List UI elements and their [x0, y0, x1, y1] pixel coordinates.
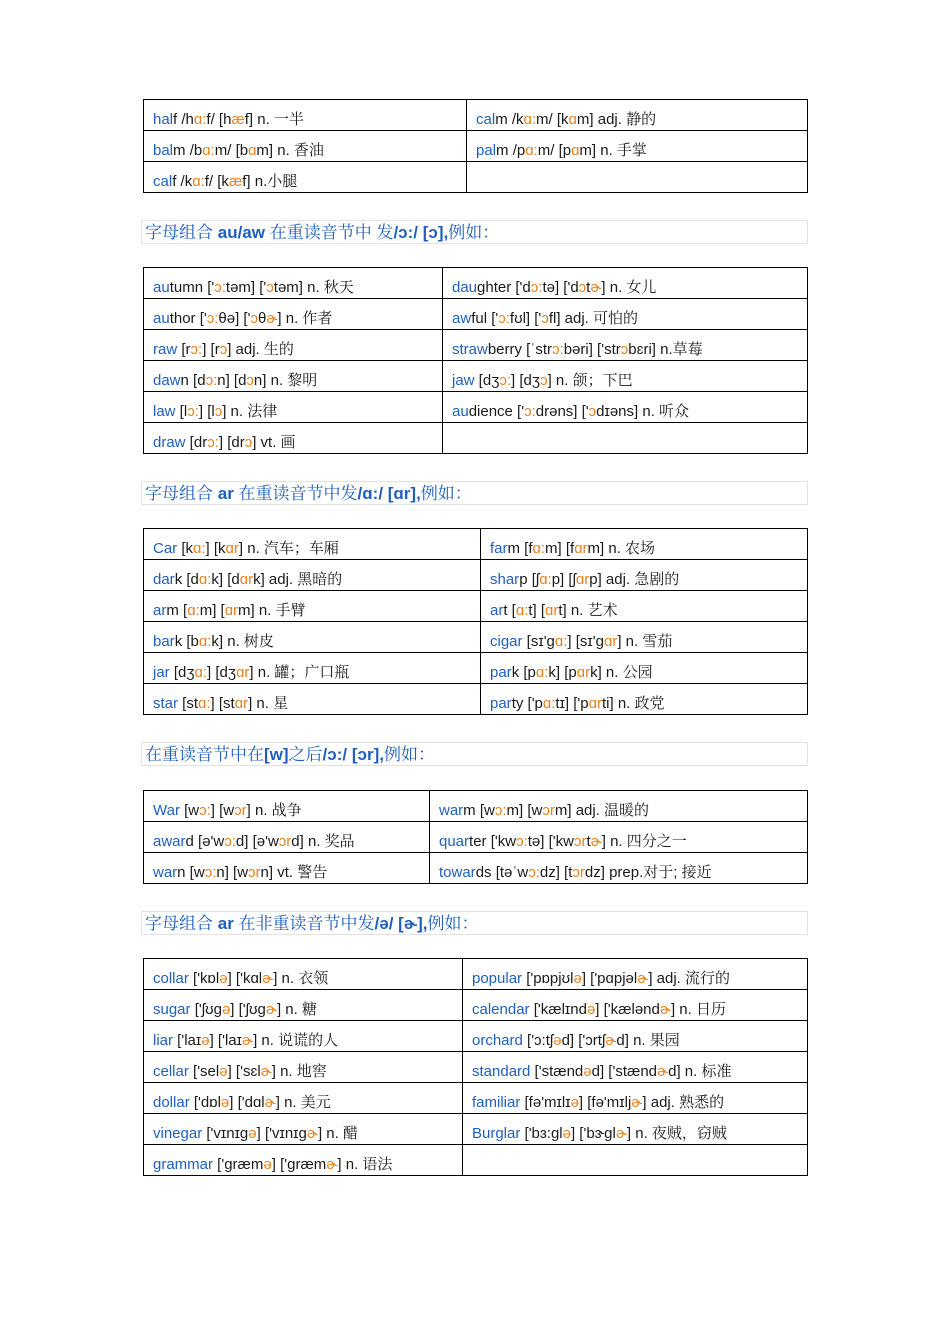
word-entry: star [stɑ:] [stɑr] n. 星 — [144, 684, 481, 715]
table-row — [144, 1114, 808, 1145]
word-entry: cigar [sɪ'gɑ:] [sɪ'gɑr] n. 雪茄 — [481, 622, 808, 653]
word-entry: party ['pɑ:tɪ] ['pɑrti] n. 政党 — [481, 684, 808, 715]
word-entry: grammar ['græmə] ['græmɚ] n. 语法 — [144, 1145, 463, 1176]
empty-cell — [463, 1145, 808, 1176]
word-entry: familiar [fə'mɪlɪə] [fə'mɪljɚ] adj. 熟悉的 — [463, 1083, 808, 1114]
table-row — [144, 392, 808, 423]
word-entry: jar [dʒɑ:] [dʒɑr] n. 罐；广口瓶 — [144, 653, 481, 684]
table-row — [144, 853, 808, 884]
word-entry: cellar ['selə] ['sɛlɚ] n. 地窖 — [144, 1052, 463, 1083]
word-entry: half /hɑ:f/ [hæf] n. 一半 — [144, 100, 467, 131]
word-entry: sharp [ʃɑ:p] [ʃɑrp] adj. 急剧的 — [481, 560, 808, 591]
word-entry: autumn ['ɔ:təm] ['ɔtəm] n. 秋天 — [144, 268, 443, 299]
word-entry: dollar ['dɒlə] ['dɑlɚ] n. 美元 — [144, 1083, 463, 1114]
word-entry: Car [kɑ:] [kɑr] n. 汽车；车厢 — [144, 529, 481, 560]
word-entry: calf /kɑ:f/ [kæf] n.小腿 — [144, 162, 467, 193]
word-entry: daughter ['dɔ:tə] ['dɔtɚ] n. 女儿 — [443, 268, 808, 299]
table-row — [144, 822, 808, 853]
vocabulary-table — [143, 99, 808, 193]
vocabulary-table — [143, 528, 808, 715]
table-row — [144, 1145, 808, 1176]
word-entry: standard ['stændəd] ['stændɚd] n. 标准 — [463, 1052, 808, 1083]
word-entry: vinegar ['vɪnɪgə] ['vɪnɪgɚ] n. 醋 — [144, 1114, 463, 1145]
word-entry: collar ['kɒlə] ['kɑlɚ] n. 衣领 — [144, 959, 463, 990]
table-row — [144, 684, 808, 715]
table-row — [144, 100, 808, 131]
word-entry: author ['ɔ:θə] ['ɔθɚ] n. 作者 — [144, 299, 443, 330]
vocabulary-table — [143, 958, 808, 1176]
word-entry: award [ə'wɔ:d] [ə'wɔrd] n. 奖品 — [144, 822, 430, 853]
word-entry: sugar ['ʃʊgə] ['ʃʊgɚ] n. 糖 — [144, 990, 463, 1021]
vocabulary-table — [143, 790, 808, 884]
table-row — [144, 1052, 808, 1083]
table-row — [144, 591, 808, 622]
empty-cell — [467, 162, 808, 193]
word-entry: draw [drɔ:] [drɔ] vt. 画 — [144, 423, 443, 454]
word-entry: towards [təˈwɔ:dz] [tɔrdz] prep.对于; 接近 — [430, 853, 808, 884]
table-row — [144, 1021, 808, 1052]
table-row — [144, 423, 808, 454]
section-heading: 字母组合 ar 在重读音节中发/ɑ:/ [ɑr],例如： — [141, 481, 808, 505]
word-entry: palm /pɑ:m/ [pɑm] n. 手掌 — [467, 131, 808, 162]
table-row — [144, 622, 808, 653]
section-heading: 字母组合 au/aw 在重读音节中 发/ɔ:/ [ɔ],例如： — [141, 220, 808, 244]
empty-cell — [443, 423, 808, 454]
word-entry: farm [fɑ:m] [fɑrm] n. 农场 — [481, 529, 808, 560]
word-entry: calendar ['kælɪndə] ['kæləndɚ] n. 日历 — [463, 990, 808, 1021]
table-row — [144, 361, 808, 392]
table-row — [144, 299, 808, 330]
section-heading: 字母组合 ar 在非重读音节中发/ə/ [ɚ],例如： — [141, 911, 808, 935]
vocabulary-table — [143, 267, 808, 454]
table-row — [144, 653, 808, 684]
section-heading: 在重读音节中在[w]之后/ɔ:/ [ɔr],例如： — [141, 742, 808, 766]
word-entry: popular ['pɒpjʊlə] ['pɑpjəlɚ] adj. 流行的 — [463, 959, 808, 990]
word-entry: audience ['ɔ:drəns] ['ɔdɪəns] n. 听众 — [443, 392, 808, 423]
word-entry: art [ɑ:t] [ɑrt] n. 艺术 — [481, 591, 808, 622]
word-entry: park [pɑ:k] [pɑrk] n. 公园 — [481, 653, 808, 684]
word-entry: warn [wɔ:n] [wɔrn] vt. 警告 — [144, 853, 430, 884]
table-row — [144, 990, 808, 1021]
word-entry: calm /kɑ:m/ [kɑm] adj. 静的 — [467, 100, 808, 131]
table-row — [144, 131, 808, 162]
table-row — [144, 959, 808, 990]
word-entry: strawberry [ˈstrɔ:bəri] ['strɔbɛri] n.草莓 — [443, 330, 808, 361]
table-row — [144, 162, 808, 193]
word-entry: bark [bɑ:k] n. 树皮 — [144, 622, 481, 653]
word-entry: raw [rɔ:] [rɔ] adj. 生的 — [144, 330, 443, 361]
word-entry: warm [wɔ:m] [wɔrm] adj. 温暖的 — [430, 791, 808, 822]
table-row — [144, 529, 808, 560]
table-row — [144, 268, 808, 299]
word-entry: law [lɔ:] [lɔ] n. 法律 — [144, 392, 443, 423]
word-entry: dawn [dɔ:n] [dɔn] n. 黎明 — [144, 361, 443, 392]
word-entry: Burglar ['bɜ:glə] ['bɝglɚ] n. 夜贼，窃贼 — [463, 1114, 808, 1145]
word-entry: arm [ɑ:m] [ɑrm] n. 手臂 — [144, 591, 481, 622]
word-entry: orchard ['ɔ:tʃəd] ['ɔrtʃɚd] n. 果园 — [463, 1021, 808, 1052]
word-entry: liar ['laɪə] ['laɪɚ] n. 说谎的人 — [144, 1021, 463, 1052]
word-entry: balm /bɑ:m/ [bɑm] n. 香油 — [144, 131, 467, 162]
table-row — [144, 1083, 808, 1114]
word-entry: quarter ['kwɔ:tə] ['kwɔrtɚ] n. 四分之一 — [430, 822, 808, 853]
table-row — [144, 560, 808, 591]
word-entry: awful ['ɔ:fʊl] ['ɔfl] adj. 可怕的 — [443, 299, 808, 330]
word-entry: jaw [dʒɔ:] [dʒɔ] n. 颌；下巴 — [443, 361, 808, 392]
word-entry: dark [dɑ:k] [dɑrk] adj. 黑暗的 — [144, 560, 481, 591]
table-row — [144, 330, 808, 361]
word-entry: War [wɔ:] [wɔr] n. 战争 — [144, 791, 430, 822]
table-row — [144, 791, 808, 822]
